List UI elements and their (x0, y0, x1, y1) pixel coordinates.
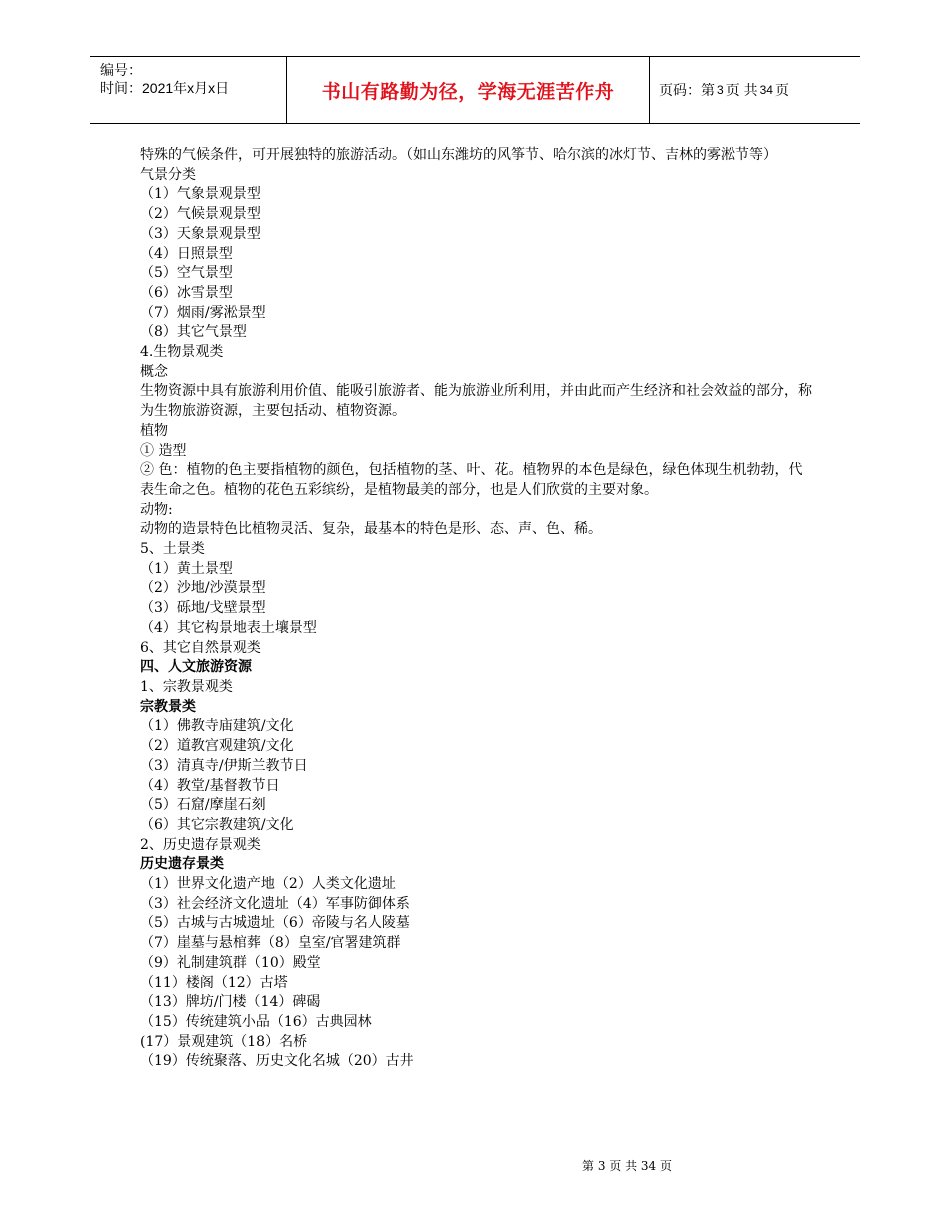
paragraph: ② 色：植物的色主要指植物的颜色，包括植物的茎、叶、花。植物界的本色是绿色，绿色体现生机勃勃，代表生命之色。植物的花色五彩缤纷，是植物最美的部分，也是人们欣赏的主要对象。 (140, 462, 803, 498)
text-line: 概念 (140, 363, 168, 380)
time-label: 时间： (100, 80, 142, 96)
list-item: （1）黄土景型 (140, 560, 233, 577)
section-heading: 4.生物景观类 (140, 344, 224, 361)
section-heading: 6、其它自然景观类 (140, 639, 261, 656)
page-current: 3 (717, 83, 724, 97)
list-item: （5）空气景型 (140, 265, 233, 282)
list-item: （6）冰雪景型 (140, 284, 233, 301)
section-heading: 2、历史遗存景观类 (140, 836, 261, 853)
list-item: （1）气象景观景型 (140, 186, 261, 203)
text-line: 动物: (140, 501, 173, 518)
page-total: 34 (759, 83, 773, 97)
list-item: （3）砾地/戈壁景型 (140, 600, 266, 617)
list-item: （7）烟雨/雾淞景型 (140, 304, 266, 321)
text-line: 植物 (140, 422, 168, 439)
list-item: （4）其它构景地表土壤景型 (140, 619, 317, 636)
list-item: （4）日照景型 (140, 245, 233, 262)
page-prefix: 页码：第 (659, 82, 715, 98)
page-mid: 页 共 (725, 82, 758, 98)
header-divider-right (649, 57, 650, 123)
page-footer: 第 3 页 共 34 页 (582, 1159, 672, 1173)
header-page-number (659, 57, 789, 123)
time-line (100, 79, 229, 97)
list-item: （2）沙地/沙漠景型 (140, 580, 266, 597)
list-item: （7）崖墓与悬棺葬（8）皇室/官署建筑群 (140, 935, 401, 952)
list-item: （5）石窟/摩崖石刻 (140, 797, 266, 814)
list-item: （11）楼阁（12）古塔 (140, 974, 288, 991)
list-item: （3）清真寺/伊斯兰教节日 (140, 757, 308, 774)
list-item: （2）气候景观景型 (140, 206, 261, 223)
list-item: （15）传统建筑小品（16）古典园林 (140, 1013, 372, 1030)
list-item: (17）景观建筑（18）名桥 (140, 1033, 308, 1050)
list-item: （9）礼制建筑群（10）殿堂 (140, 954, 321, 971)
list-item: （5）古城与古城遗址（6）帝陵与名人陵墓 (140, 915, 410, 932)
chapter-heading: 四、人文旅游资源 (140, 659, 252, 676)
list-item: （13）牌坊/门楼（14）碑碣 (140, 994, 321, 1011)
list-item: （3）天象景观景型 (140, 225, 261, 242)
paragraph: 生物资源中具有旅游利用价值、能吸引旅游者、能为旅游业所利用，并由此而产生经济和社会效益的部分，称为生物旅游资源，主要包括动、植物资源。 (140, 383, 812, 420)
serial-label: 编号： (100, 62, 142, 78)
list-item: （19）传统聚落、历史文化名城（20）古井 (140, 1053, 414, 1070)
section-heading: 1、宗教景观类 (140, 678, 233, 695)
text-line: 动物的造景特色比植物灵活、复杂，最基本的特色是形、态、声、色、稀。 (140, 521, 602, 538)
section-heading: 5、土景类 (140, 541, 205, 558)
header-motto: 书山有路勤为径，学海无涯苦作舟 (321, 80, 615, 103)
list-item: （1）世界文化遗产地（2）人类文化遗址 (140, 876, 396, 893)
subsection-heading: 宗教景类 (140, 698, 196, 715)
document-body (140, 146, 815, 1072)
header-meta (100, 61, 229, 97)
list-item: （8）其它气景型 (140, 324, 247, 341)
list-item: ① 造型 (140, 442, 187, 459)
page-header (90, 56, 860, 124)
time-value: 2021年x月x日 (142, 80, 230, 96)
page-suffix: 页 (774, 82, 789, 98)
list-item: （3）社会经济文化遗址（4）军事防御体系 (140, 895, 410, 912)
list-item: （1）佛教寺庙建筑/文化 (140, 718, 294, 735)
list-item: （2）道教宫观建筑/文化 (140, 738, 294, 755)
list-item: （6）其它宗教建筑/文化 (140, 816, 294, 833)
subsection-heading: 历史遗存景类 (140, 856, 224, 873)
paragraph: 特殊的气候条件，可开展独特的旅游活动。（如山东潍坊的风筝节、哈尔滨的冰灯节、吉林的雾淞节等） (140, 147, 777, 163)
list-item: （4）教堂/基督教节日 (140, 777, 280, 794)
text-line: 气景分类 (140, 166, 196, 183)
